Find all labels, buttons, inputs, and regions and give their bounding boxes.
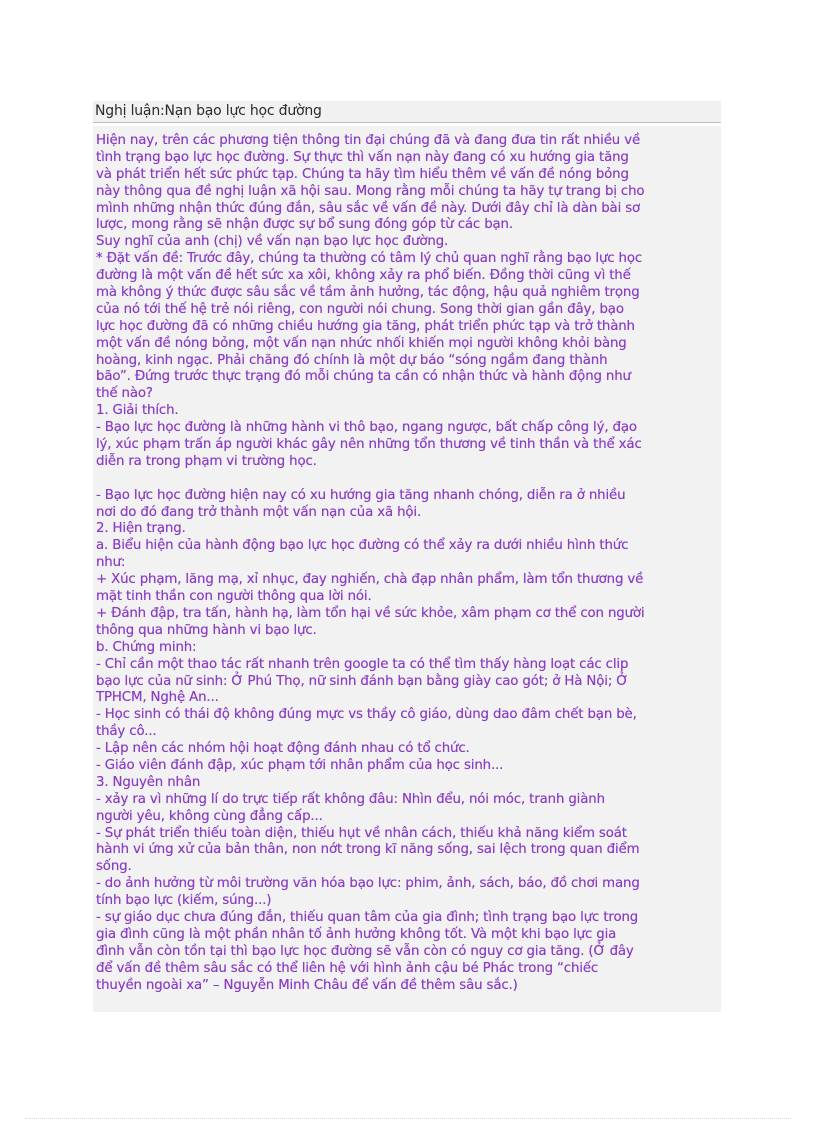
text-line: + Đánh đập, tra tấn, hành hạ, làm tổn hại về sức khỏe, xâm phạm cơ thể con người (96, 605, 645, 621)
text-line: của nó tới thế hệ trẻ nói riêng, con người nói chung. Song thời gian gần đây, bạo (96, 301, 624, 317)
text-line: mà không ý thức được sâu sắc về tầm ảnh hưởng, tác động, hậu quả nghiêm trọng (96, 285, 640, 301)
text-line: để vấn đề thêm sâu sắc có thể liên hệ với hình ảnh cậu bé Phác trong “chiếc (96, 960, 599, 976)
text-line: đường là một vấn đề hết sức xa xôi, không xảy ra phổ biến. Đồng thời cũng vì thế (96, 268, 631, 284)
text-line: - do ảnh hưởng từ môi trường văn hóa bạo lực: phim, ảnh, sách, báo, đồ chơi mang (96, 876, 640, 892)
text-line: mặt tinh thần con người thông qua lời nói. (96, 589, 372, 605)
blank-line (96, 471, 716, 488)
text-line: thầy cô... (96, 724, 157, 740)
text-line: một vấn đề nóng bỏng, một vấn nạn nhức nhối khiến mọi người không khỏi bàng (96, 335, 627, 351)
text-line: tính bạo lực (kiếm, súng...) (96, 893, 272, 909)
text-line: a. Biểu hiện của hành động bạo lực học đường có thể xảy ra dưới nhiều hình thức (96, 538, 629, 554)
document-body (93, 126, 721, 1012)
text-line: người yêu, không cùng đẳng cấp... (96, 808, 323, 824)
text-line: - Chỉ cần một thao tác rất nhanh trên google ta có thể tìm thấy hàng loạt các clip (96, 656, 629, 672)
text-line: - Học sinh có thái độ không đúng mực vs thầy cô giáo, dùng dao đâm chết bạn bè, (96, 707, 637, 723)
text-line: - xảy ra vì những lí do trực tiếp rất không đâu: Nhìn đểu, nói móc, tranh giành (96, 791, 605, 807)
text-line: bạo lực của nữ sinh: Ở Phú Thọ, nữ sinh đánh bạn bằng giày cao gót; ở Hà Nội; Ở (96, 673, 629, 689)
text-line: - Lập nên các nhóm hội hoạt động đánh nhau có tổ chức. (96, 741, 470, 757)
text-line: - sự giáo dục chưa đúng đắn, thiếu quan tâm của gia đình; tình trạng bạo lực trong (96, 909, 639, 925)
text-line: nơi do đó đang trở thành một vấn nạn của xã hội. (96, 504, 422, 520)
text-line: b. Chứng minh: (96, 639, 197, 655)
text-line: lý, xúc phạm trấn áp người khác gây nên những tổn thương về tinh thần và thể xác (96, 437, 642, 453)
text-line: TPHCM, Nghệ An... (96, 690, 219, 706)
text-line: hoàng, kinh ngạc. Phải chăng đó chính là một dự báo “sóng ngầm đang thành (96, 352, 608, 368)
text-line: 2. Hiện trạng. (96, 521, 186, 537)
text-line: thông qua những hành vi bạo lực. (96, 622, 317, 638)
text-line: hành vi ứng xử của bản thân, non nớt trong kĩ năng sống, sai lệch trong quan điểm (96, 842, 640, 858)
text-line: + Xúc phạm, lăng mạ, xỉ nhục, đay nghiến, chà đạp nhân phẩm, làm tổn thương về (96, 572, 644, 588)
text-line: sống. (96, 859, 132, 875)
text-line: - Bạo lực học đường là những hành vi thô bạo, ngang ngược, bất chấp công lý, đạo (96, 420, 637, 436)
text-line: này thông qua đề nghị luận xã hội sau. Mong rằng mỗi chúng ta hãy tự trang bị cho (96, 183, 645, 199)
text-line: - Sự phát triển thiếu toàn diện, thiếu hụt về nhân cách, thiếu khả năng kiểm soát (96, 825, 627, 841)
text-line: và phát triển hết sức phức tạp. Chúng ta hãy tìm hiểu thêm về vấn đề nóng bỏng (96, 166, 629, 182)
text-line: như: (96, 555, 126, 571)
text-line: lực học đường đã có những chiều hướng gia tăng, phát triển phức tạp và trở thành (96, 318, 635, 334)
document-title: Nghị luận:Nạn bạo lực học đường (95, 103, 322, 119)
text-line: diễn ra trong phạm vi trường học. (96, 453, 317, 469)
text-line: tình trạng bạo lực học đường. Sự thực thì vấn nạn này đang có xu hướng gia tăng (96, 149, 629, 165)
text-line: lược, mong rằng sẽ nhận được sự bổ sung đóng góp từ các bạn. (96, 217, 513, 233)
text-line: - Bạo lực học đường hiện nay có xu hướng gia tăng nhanh chóng, diễn ra ở nhiều (96, 487, 626, 503)
text-line: Hiện nay, trên các phương tiện thông tin đại chúng đã và đang đưa tin rất nhiều về (96, 133, 641, 148)
text-line: 3. Nguyên nhân (96, 774, 201, 790)
text-line: 1. Giải thích. (96, 403, 179, 419)
text-line: thế nào? (96, 386, 153, 402)
bottom-divider (25, 1118, 791, 1119)
text-line: Suy nghĩ của anh (chị) về vấn nạn bạo lực học đường. (96, 234, 449, 250)
text-line: bão”. Đứng trước thực trạng đó mỗi chúng ta cần có nhận thức và hành động như (96, 369, 631, 385)
text-line: * Đặt vấn đề: Trước đây, chúng ta thường có tâm lý chủ quan nghĩ rằng bạo lực học (96, 251, 643, 267)
text-line: đình vẫn còn tồn tại thì bạo lực học đường sẽ vẫn còn có nguy cơ gia tăng. (Ở đây (96, 943, 634, 959)
text-line: thuyền ngoài xa” – Nguyễn Minh Châu để vấn đề thêm sâu sắc.) (96, 977, 518, 993)
title-bar (93, 101, 721, 123)
text-line: - Giáo viên đánh đập, xúc phạm tới nhân phẩm của học sinh... (96, 757, 504, 773)
text-line: mình những nhận thức đúng đắn, sâu sắc về vấn đề này. Dưới đây chỉ là dàn bài sơ (96, 200, 641, 216)
text-line: gia đình cũng là một phần nhân tố ảnh hưởng không tốt. Và một khi bạo lực gia (96, 926, 617, 942)
